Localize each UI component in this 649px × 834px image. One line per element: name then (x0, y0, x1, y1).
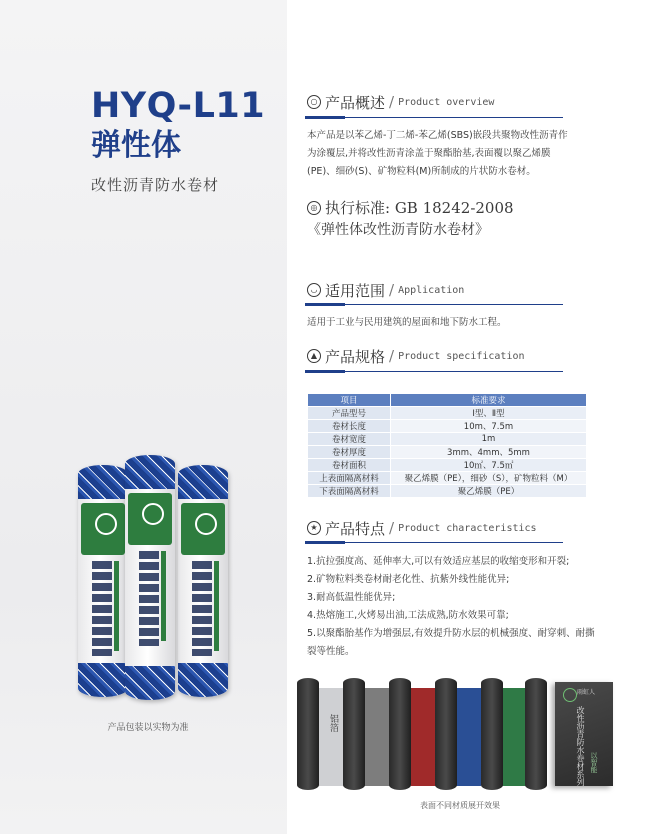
spec-item-cell: 上表面隔离材料 (308, 472, 391, 485)
color-sheet (363, 688, 391, 786)
specification-rule (305, 371, 563, 372)
sample-roll (389, 678, 411, 790)
product-rolls-image (70, 455, 240, 710)
list-item: 5.以聚酯胎基作为增强层,有效提升防水层的机械强度、耐穿刺、耐撕裂等性能。 (307, 628, 595, 657)
foil-label: 铝箔 (328, 714, 338, 732)
table-row (308, 459, 587, 472)
product-roll (78, 465, 128, 697)
list-item: 3.耐高低温性能优异; (307, 592, 396, 603)
spec-header-requirement: 标准要求 (391, 394, 587, 407)
spec-value-cell: 10㎡、7.5㎡ (391, 459, 587, 472)
standard-line1: 执行标准: GB 18242-2008 (325, 199, 514, 217)
spec-table (307, 393, 587, 498)
product-model: HYQ-L11 (91, 86, 266, 126)
application-title-zh: 适用范围 (325, 281, 386, 300)
overview-text: 本产品是以苯乙烯-丁二烯-苯乙烯(SBS)嵌段共聚物改性沥青作为涂覆层,并将改性沥青涂盖于聚酯胎基,表面覆以聚乙烯膜(PE)、细砂(S)、矿物粒料(M)所制成的片状防水卷材。 (307, 130, 568, 177)
box-text: 改性沥青防水卷材系列 (576, 706, 585, 786)
spec-item-cell: 下表面隔离材料 (308, 485, 391, 498)
surface-samples-image (297, 678, 617, 790)
spec-item-cell: 卷材厚度 (308, 446, 391, 459)
standard-line2: 《弹性体改性沥青防水卷材》 (307, 222, 489, 238)
spec-value-cell: 3mm、4mm、5mm (391, 446, 587, 459)
table-row (308, 420, 587, 433)
brand-logo-icon (563, 688, 577, 702)
samples-caption: 表面不同材质展开效果 (420, 801, 500, 810)
features-heading (307, 513, 537, 543)
spec-value-cell: Ⅰ型、Ⅱ型 (391, 407, 587, 420)
spec-table-header-row (308, 394, 587, 407)
specification-slash: / (389, 347, 395, 365)
sample-roll (481, 678, 503, 790)
features-title-en: Product characteristics (398, 522, 537, 534)
application-icon: ◡ (307, 283, 321, 297)
overview-heading (307, 87, 494, 117)
spec-value-cell: 1m (391, 433, 587, 446)
table-row (308, 472, 587, 485)
spec-header-item: 项目 (308, 394, 391, 407)
features-icon: ★ (307, 521, 321, 535)
list-item: 4.热熔施工,火烤易出油,工法成熟,防水效果可靠; (307, 610, 509, 621)
color-sheet (501, 688, 527, 786)
product-roll (178, 465, 228, 697)
table-row (308, 407, 587, 420)
spec-item-cell: 卷材长度 (308, 420, 391, 433)
overview-title-zh: 产品概述 (325, 93, 386, 112)
overview-title-en: Product overview (398, 96, 495, 108)
features-rule (305, 542, 563, 543)
standard-icon: ◎ (307, 201, 321, 215)
box-logo-text: 雨虹人 (577, 689, 596, 696)
table-row (308, 433, 587, 446)
spec-item-cell: 卷材宽度 (308, 433, 391, 446)
table-row (308, 485, 587, 498)
features-list (307, 553, 597, 661)
spec-value-cell: 10m、7.5m (391, 420, 587, 433)
specification-icon: ▲ (307, 349, 321, 363)
spec-item-cell: 产品型号 (308, 407, 391, 420)
box-badge: 以智能 (590, 752, 598, 773)
specification-title-zh: 产品规格 (325, 347, 386, 366)
sample-roll (435, 678, 457, 790)
application-title-en: Application (398, 284, 465, 296)
features-slash: / (389, 519, 395, 537)
product-roll (125, 455, 175, 700)
list-item: 2.矿物粒料类卷材耐老化性、抗紫外线性能优异; (307, 574, 510, 585)
sample-roll (297, 678, 319, 790)
specification-title-en: Product specification (398, 350, 525, 362)
overview-slash: / (389, 93, 395, 111)
features-title-zh: 产品特点 (325, 519, 386, 538)
application-slash: / (389, 281, 395, 299)
package-caption: 产品包装以实物为准 (107, 723, 189, 733)
sample-roll (343, 678, 365, 790)
list-item: 1.抗拉强度高、延伸率大,可以有效适应基层的收缩变形和开裂; (307, 556, 570, 567)
product-subtitle: 改性沥青防水卷材 (91, 176, 220, 194)
spec-value-cell: 聚乙烯膜（PE），细砂（S），矿物粒料（M） (391, 472, 587, 485)
table-row (308, 446, 587, 459)
color-sheet (411, 688, 437, 786)
overview-icon: ○ (307, 95, 321, 109)
color-sheet (455, 688, 481, 786)
specification-heading (307, 341, 525, 371)
application-rule (305, 304, 563, 305)
overview-rule (305, 117, 563, 118)
application-heading (307, 275, 464, 305)
product-box (555, 682, 613, 786)
application-text: 适用于工业与民用建筑的屋面和地下防水工程。 (307, 317, 507, 328)
spec-item-cell: 卷材面积 (308, 459, 391, 472)
spec-value-cell: 聚乙烯膜（PE） (391, 485, 587, 498)
product-name: 弹性体 (91, 128, 181, 163)
sample-roll (525, 678, 547, 790)
